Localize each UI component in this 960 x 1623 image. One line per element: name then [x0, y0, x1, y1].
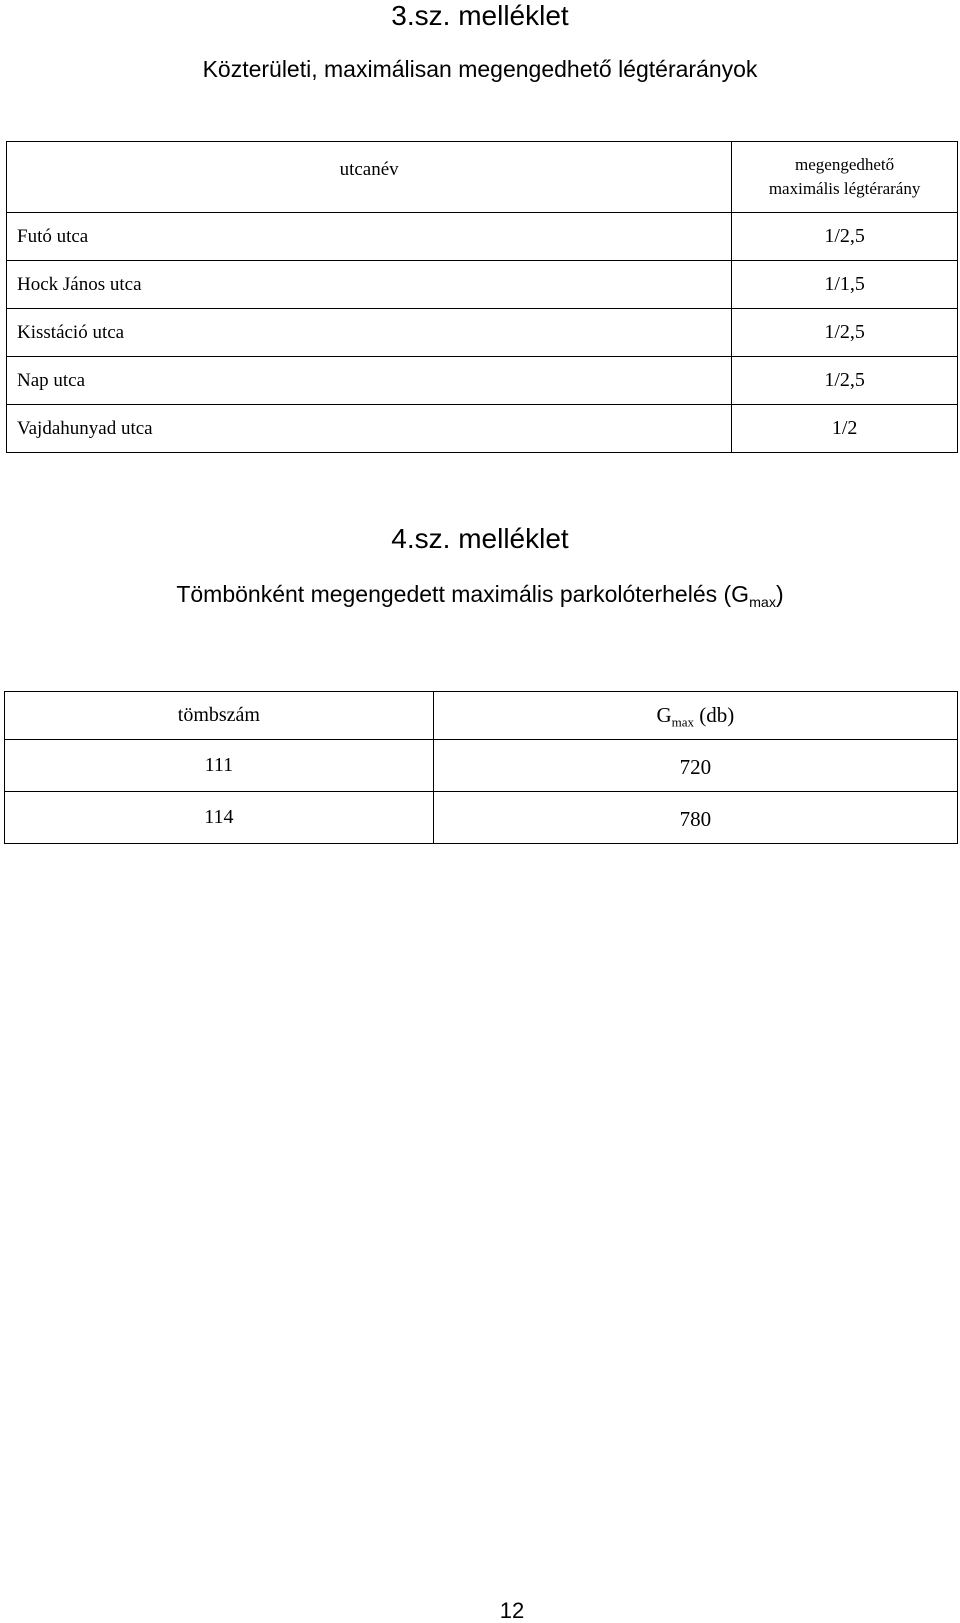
- gmax-cell: 720: [433, 740, 957, 792]
- street-name-cell: Kisstáció utca: [7, 309, 732, 357]
- ratio-cell: 1/2,5: [732, 309, 958, 357]
- header-gmax-unit: (db): [694, 703, 735, 727]
- annex-4-title-subscript: max: [749, 594, 776, 611]
- table-row: [7, 405, 958, 453]
- header-gmax-main: G: [656, 703, 672, 727]
- street-name-cell: Nap utca: [7, 357, 732, 405]
- parking-load-table: [4, 691, 958, 844]
- ratio-cell: 1/2,5: [732, 357, 958, 405]
- table-header-row: [5, 692, 958, 740]
- header-street-name: utcanév: [7, 142, 732, 213]
- header-gmax: [433, 692, 957, 740]
- header-gmax-subscript: max: [671, 714, 695, 730]
- street-name-cell: Vajdahunyad utca: [7, 405, 732, 453]
- annex-4-label: 4.sz. melléklet: [391, 523, 569, 554]
- street-name-cell: Futó utca: [7, 213, 732, 261]
- header-max-ratio: [732, 142, 958, 213]
- annex-3-label: 3.sz. melléklet: [391, 0, 569, 31]
- gmax-cell: 780: [433, 792, 957, 844]
- block-number-cell: 114: [5, 792, 434, 844]
- page-number: 12: [499, 1598, 525, 1623]
- header-max-ratio-line2: maximális légtérarány: [768, 179, 921, 198]
- ratio-cell: 1/2: [732, 405, 958, 453]
- header-max-ratio-line1: megengedhető: [795, 155, 895, 174]
- table-row: [7, 261, 958, 309]
- ratio-cell: 1/2,5: [732, 213, 958, 261]
- street-name-cell: Hock János utca: [7, 261, 732, 309]
- table-header-row: [7, 142, 958, 213]
- table-row: [7, 357, 958, 405]
- table-row: [5, 740, 958, 792]
- annex-4-title-main: Tömbönként megengedett maximális parkolóterhelés (G: [176, 581, 750, 607]
- airspace-ratio-table: [6, 141, 958, 453]
- annex-4-title-end: ): [775, 581, 784, 607]
- table-row: [5, 792, 958, 844]
- table-row: [7, 309, 958, 357]
- annex-4-title: [0, 580, 960, 611]
- annex-3-title: Közterületi, maximálisan megengedhető légtérarányok: [202, 56, 758, 82]
- block-number-cell: 111: [5, 740, 434, 792]
- table-row: [7, 213, 958, 261]
- ratio-cell: 1/1,5: [732, 261, 958, 309]
- header-block-number: tömbszám: [5, 692, 434, 740]
